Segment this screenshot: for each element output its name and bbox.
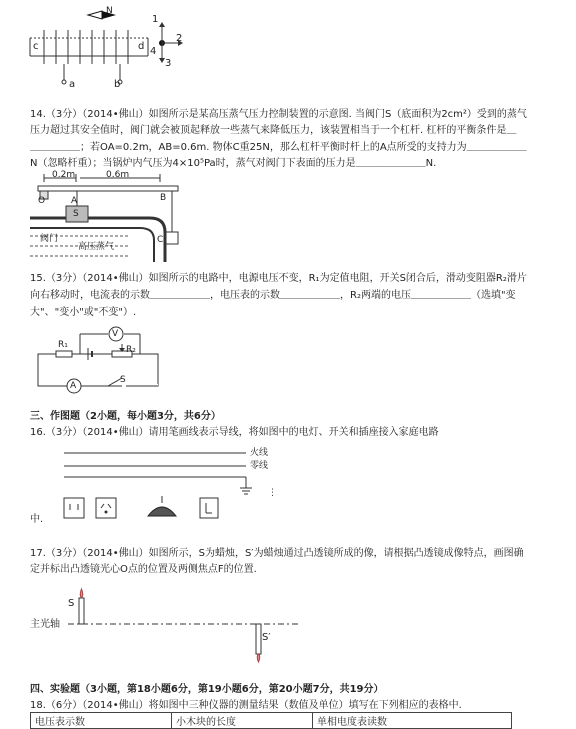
- north-label: N: [106, 6, 113, 16]
- header-meter-reading: 单相电度表读数: [313, 713, 512, 729]
- q15-line1: 15.（3分）（2014•佛山）如图所示的电路中，电源电压不变，R₁为定值电阻，开关S闭合后，滑动变阻器R₂滑片: [30, 273, 527, 284]
- header-block-length: 小木块的长度: [172, 713, 313, 729]
- ammeter-label: A: [70, 381, 77, 391]
- q17-line2: 定并标出凸透镜光心O点的位置及两侧焦点F的位置.: [30, 564, 257, 575]
- section-4-heading: 四、实验题（3小题，第18小题6分，第19小题6分，第20小题7分，共19分）: [30, 684, 384, 695]
- switch-label: S: [120, 375, 126, 385]
- r2-label: R₂: [126, 345, 136, 355]
- candle-s-label: S: [68, 598, 75, 609]
- valve-label: 阀门: [40, 234, 59, 244]
- arrow-1-label: 1: [152, 14, 159, 25]
- valve-s-label: S: [73, 209, 79, 219]
- image-s-prime-label: S′: [262, 632, 271, 643]
- arrow-2-label: 2: [176, 33, 183, 44]
- lever-point-a: A: [71, 196, 78, 206]
- terminal-a-label: a: [69, 79, 76, 90]
- steam-label: 高压蒸气: [78, 242, 115, 252]
- section-3-heading: 三、作图题（2小题，每小题3分，共6分）: [30, 411, 221, 422]
- q14-line2: 压力超过其安全值时，阀门就会被顶起释放一些蒸气来降低压力，该装置相当于一个杠杆. 杠杆的平衡条件是＿: [30, 125, 517, 136]
- lever-point-o: O: [38, 196, 46, 206]
- q16-line1: 16.（3分）（2014•佛山）请用笔画线表示导线，将如图中的电灯、开关和插座接入家庭电路: [30, 427, 439, 438]
- header-voltmeter: 电压表示数: [31, 713, 172, 729]
- terminal-d-label: d: [138, 41, 145, 52]
- neutral-wire-label: 零线: [250, 461, 269, 471]
- lever-dist-oa: 0.2m: [52, 170, 76, 180]
- weight-c-label: C: [157, 235, 164, 245]
- svg-text:⋮: ⋮: [268, 488, 277, 498]
- q14-line4: N（忽略杆重）；当锅炉内气压为4×10⁵Pa时，蒸气对阀门下表面的压力是＿＿＿＿＿＿＿N.: [30, 158, 437, 169]
- q15-line2: 向右移动时，电流表的示数＿＿＿＿＿＿，电压表的示数＿＿＿＿＿＿，R₂两端的电压＿＿＿＿＿＿（选填"变: [30, 290, 516, 301]
- q17-line1: 17.（3分）（2014•佛山）如图所示，S为蜡烛，S′为蜡烛通过凸透镜所成的像，请根据凸透镜成像特点，画图确: [30, 548, 524, 559]
- q16-tail: 中.: [30, 514, 44, 525]
- arrow-4-label: 4: [150, 46, 157, 57]
- voltmeter-label: V: [112, 329, 119, 339]
- q14-line1: 14.（3分）（2014•佛山）如图所示是某高压蒸气压力控制装置的示意图. 当阀门S（底面积为2cm²）受到的蒸气: [30, 109, 527, 120]
- q15-line3: 大"、"变小"或"不变"）.: [30, 307, 137, 318]
- principal-axis-label: 主光轴: [30, 619, 60, 630]
- terminal-c-label: c: [33, 41, 39, 52]
- q14-line3: ＿＿＿＿＿；若OA=0.2m，AB=0.6m. 物体C重25N，那么杠杆平衡时杆上的A点所受的支持力为＿＿＿＿＿＿: [30, 142, 527, 153]
- arrow-3-label: 3: [165, 58, 172, 69]
- q18-line1: 18.（6分）（2014•佛山）将如图中三种仪器的测量结果（数值及单位）填写在下列相应的表格中.: [30, 700, 462, 711]
- lever-dist-ab: 0.6m: [106, 170, 130, 180]
- q18-answer-table: [30, 712, 512, 729]
- lever-point-b: B: [160, 193, 167, 203]
- terminal-b-label: b: [114, 79, 121, 90]
- live-wire-label: 火线: [250, 448, 269, 458]
- r1-label: R₁: [58, 340, 68, 350]
